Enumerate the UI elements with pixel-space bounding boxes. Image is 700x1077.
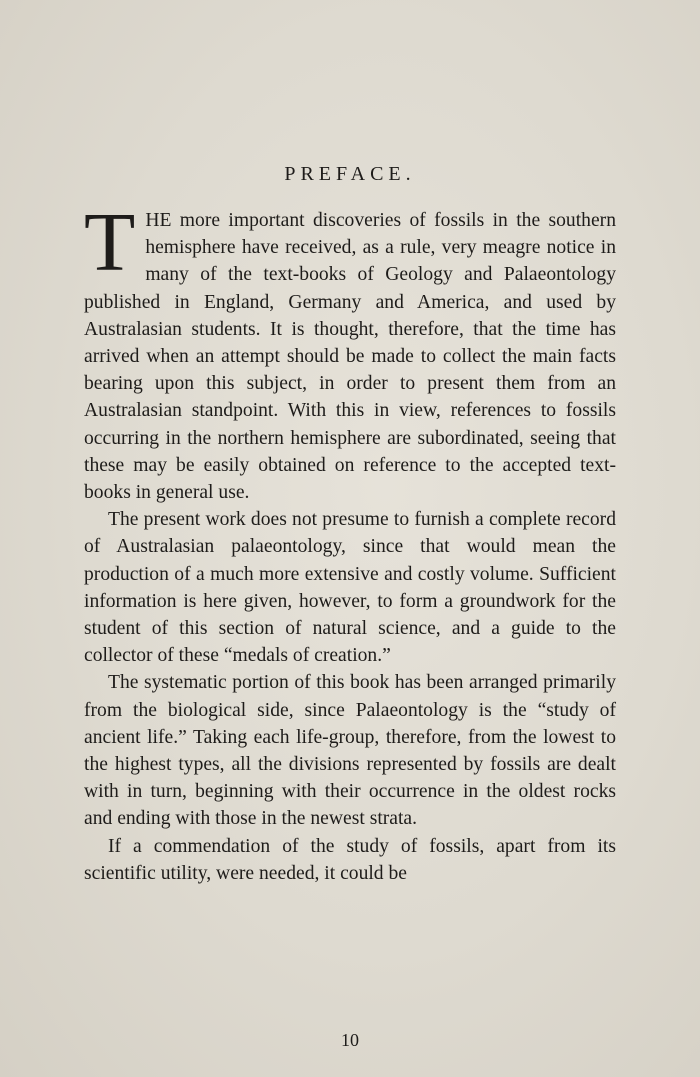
body-text bbox=[84, 196, 616, 887]
paragraph-3: The systematic portion of this book has been arranged primarily from the biological side, since Palaeontology is the “study of ancient life.” Taking each life-group, therefore, from the lowest to the highest types, all the divisions represented by fossils are dealt with in turn, beginning with their occurrence in the oldest rocks and ending with those in the newest strata. bbox=[84, 672, 616, 830]
paragraph-1 bbox=[84, 196, 616, 506]
drop-cap: T bbox=[84, 196, 136, 289]
paragraph-4: If a commendation of the study of fossils, apart from its scientific utility, were needed, it could be bbox=[84, 835, 616, 884]
page-heading: PREFACE. bbox=[284, 163, 416, 185]
page-number: 10 bbox=[341, 1030, 359, 1050]
paragraph-1-text: HE more important discoveries of fossils in the southern hemisphere have received, as a rule, very meagre notice in many of the text-books of Geology and Palaeontology published in England, Germany and America, and used by Australasian students. It is thought, therefore, that the time has arrived when an attempt should be made to collect the main facts bearing upon this subject, in order to present them from an Australasian standpoint. With this in view, references to fossils occurring in the northern hemisphere are subordinated, seeing that these may be easily obtained on reference to the accepted text-books in general use. bbox=[84, 210, 616, 504]
paragraph-2: The present work does not presume to furnish a complete record of Australasian palaeontology, since that would mean the production of a much more extensive and costly volume. Sufficient information is here given, however, to form a groundwork for the student of this section of natural science, and a guide to the collector of these “medals of creation.” bbox=[84, 509, 616, 667]
